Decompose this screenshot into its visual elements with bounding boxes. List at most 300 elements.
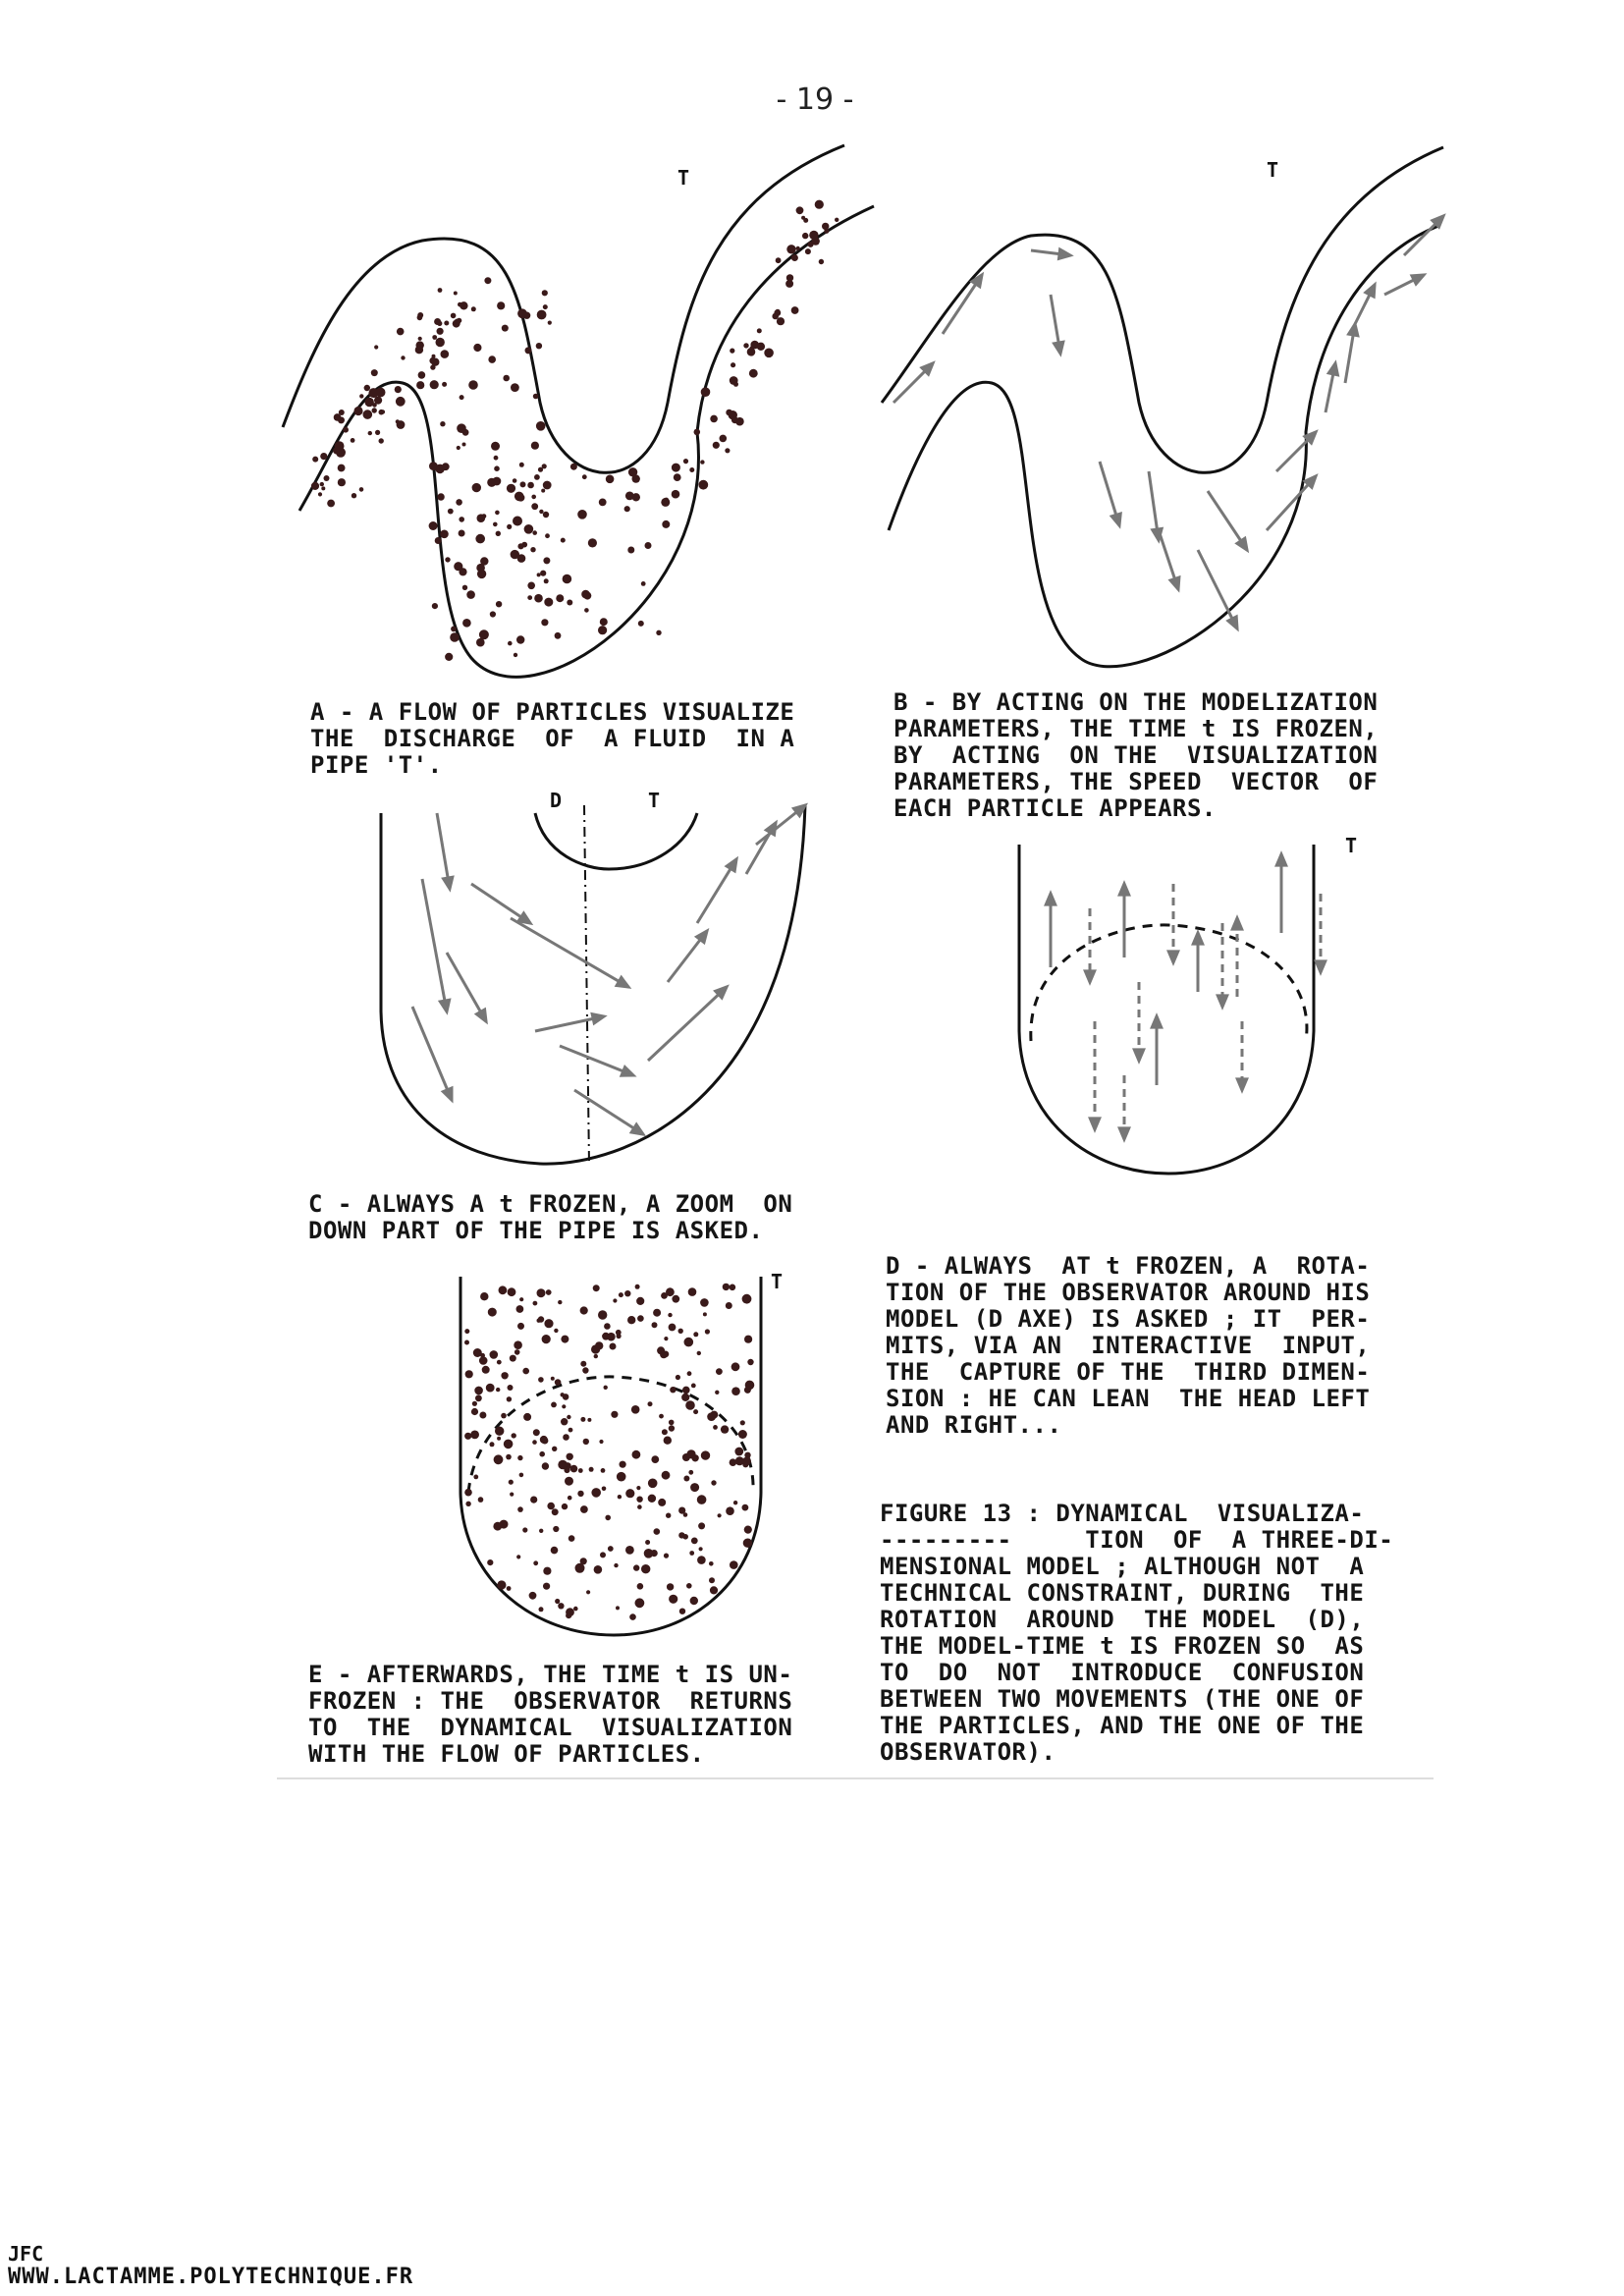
particle-dot [583,1439,589,1445]
particle-dot [397,328,405,336]
figure-c-pipe-label: T [648,789,661,812]
particle-dot [742,1294,752,1304]
particle-dot [473,1348,482,1357]
particle-dot [561,1336,568,1343]
particle-dot [607,1333,616,1341]
figure-d-pipe-label: T [1345,834,1358,857]
particle-dot [555,1379,562,1386]
particle-dot [742,1457,751,1466]
particle-dot [558,1603,564,1609]
particle-dot [442,382,447,387]
particle-dot [519,1297,523,1301]
particle-dot [542,1335,551,1343]
particle-dot [430,380,439,389]
particle-dot [656,630,661,635]
caption-e: E - AFTERWARDS, THE TIME t IS UN- FROZEN : THE OBSERVATOR RETURNS TO THE DYNAMICAL VISUALIZATION WITH THE FLOW OF PARTICLES. [308,1661,793,1768]
particle-dot [513,517,522,526]
particle-dot [396,397,406,407]
particle-dot [460,395,464,400]
particle-dot [561,1418,568,1425]
particle-dot [450,632,460,642]
particle-dot [534,474,540,480]
particle-dot [472,483,481,492]
particle-dot [653,1309,661,1317]
particle-dot [432,603,438,609]
particle-dot [544,578,549,583]
particle-dot [514,653,517,657]
particle-dot [582,1367,588,1373]
particle-dot [435,537,442,544]
particle-dot [662,1429,668,1435]
particle-dot [577,1491,583,1497]
particle-dot [637,1504,642,1509]
particle-dot [437,328,444,335]
particle-dot [495,1427,504,1436]
particle-dot [554,1329,558,1333]
particle-dot [698,1522,705,1529]
particle-dot [543,1567,551,1575]
particle-dot [487,1559,493,1565]
particle-dot [508,641,513,646]
particle-dot [705,1329,710,1334]
particle-dot [740,1420,745,1425]
particle-dot [517,543,523,549]
particle-dot [651,1550,658,1557]
particle-dot [611,1411,618,1418]
particle-dot [734,1448,743,1456]
particle-dot [401,355,405,359]
particle-dot [694,429,701,436]
particle-dot [536,343,542,349]
particle-dot [501,1372,508,1379]
particle-dot [663,1351,670,1358]
particle-dot [599,1440,603,1444]
velocity-arrowhead [592,1014,604,1023]
particle-dot [497,1360,502,1365]
particle-dot [580,1417,585,1422]
particle-dot [735,417,744,426]
particle-dot [524,524,534,534]
velocity-arrowhead [1232,918,1241,929]
velocity-arrowhead [1085,971,1094,982]
particle-dot [555,632,562,639]
particle-dot [499,1285,508,1294]
particle-dot [589,1467,594,1472]
particle-dot [473,1475,478,1480]
velocity-arrowhead [1152,1016,1161,1027]
particle-dot [464,1329,469,1334]
particle-dot [460,301,467,309]
velocity-arrow [511,918,628,987]
particle-dot [627,547,634,554]
particle-dot [703,1312,707,1316]
particle-dot [523,1413,531,1421]
particle-dot [733,382,738,387]
particle-dot [668,1313,672,1317]
particle-dot [688,1287,697,1296]
page-number: - 19 - [776,82,854,117]
particle-dot [359,394,363,398]
particle-dot [527,595,532,600]
particle-dot [606,475,615,484]
particle-dot [525,347,532,354]
particle-dot [616,1606,620,1610]
particle-dot [819,259,824,264]
particle-dot [476,564,485,573]
particle-dot [533,394,539,400]
velocity-arrowhead [1055,342,1063,354]
particle-dot [353,407,362,415]
figure-c-zoomed-pipe [363,786,854,1178]
particle-dot [397,420,406,429]
particle-dot [438,288,443,293]
particle-dot [395,386,402,393]
particle-dot [343,427,349,433]
particle-dot [563,574,572,584]
particle-dot [494,465,500,471]
particle-dot [543,481,552,490]
particle-dot [509,1480,514,1485]
particle-dot [508,1287,516,1296]
particle-dot [448,509,454,515]
particle-dot [514,1349,520,1355]
figure-e-unfrozen-pipe [447,1267,820,1660]
particle-dot [563,1394,569,1400]
particle-dot [508,1385,514,1391]
particle-dot [543,512,549,518]
particle-dot [459,568,466,575]
particle-dot [805,248,811,254]
particle-dot [542,464,547,468]
figure-d-rotated-pipe [1001,835,1375,1198]
particle-dot [710,415,718,423]
particle-dot [530,1497,537,1503]
particle-dot [620,1461,626,1468]
particle-dot [462,585,467,590]
particle-dot [464,1489,472,1497]
particle-dot [710,1586,718,1594]
particle-dot [519,463,524,467]
particle-dot [368,388,378,398]
velocity-arrowhead [1046,894,1055,904]
particle-dot [720,435,728,443]
particle-dot [725,448,730,453]
particle-dot [600,618,608,626]
particle-dot [648,1495,656,1503]
particle-dot [429,462,438,470]
particle-dot [544,598,553,607]
particle-dot [471,306,476,311]
particle-dot [517,494,525,502]
particle-dot [490,1350,499,1359]
particle-dot [318,492,322,496]
particle-dot [582,474,587,479]
particle-dot [637,1315,644,1322]
velocity-arrowhead [1237,1079,1246,1090]
velocity-arrowhead [1119,884,1128,895]
particle-dot [796,246,800,250]
particle-dot [562,1503,568,1509]
particle-dot [429,521,438,530]
particle-dot [368,431,372,435]
particle-dot [757,328,762,333]
particle-dot [685,1400,695,1410]
particle-dot [468,380,478,390]
particle-dot [482,514,487,519]
particle-dot [791,306,799,314]
particle-dot [595,1341,603,1349]
particle-dot [803,218,808,223]
particle-dot [374,345,378,349]
particle-dot [716,1368,723,1375]
particle-dot [730,1285,736,1291]
particle-dot [581,590,590,599]
particle-dot [723,1284,730,1290]
particle-dot [551,1402,557,1408]
particle-dot [584,608,589,613]
particle-dot [697,1351,701,1355]
particle-dot [548,321,552,325]
caption-d: D - ALWAYS AT t FROZEN, A ROTA- TION OF THE OBSERVATOR AROUND HIS MODEL (D AXE) IS ASKED ; IT PER- MITS, VIA AN INTERACTIVE INPUT, THE CAPTURE OF THE THIRD DIMEN- SION : HE CAN LEAN THE HEAD LEFT AND RIGHT... [886,1252,1371,1439]
particle-dot [786,245,795,253]
particle-dot [580,1361,586,1367]
particle-dot [750,341,759,350]
particle-dot [625,1489,634,1498]
particle-dot [321,486,325,490]
particle-dot [475,1394,482,1401]
velocity-arrowhead [1134,1050,1143,1061]
particle-dot [691,1384,696,1389]
particle-dot [664,1337,668,1340]
particle-dot [563,1434,569,1441]
particle-dot [457,446,460,450]
particle-dot [627,1316,635,1324]
particle-dot [464,1433,471,1440]
velocity-arrowhead [1090,1119,1099,1129]
particle-dot [641,1564,650,1573]
particle-dot [631,1405,640,1414]
particle-dot [417,312,423,318]
particle-dot [445,653,453,661]
particle-dot [672,464,680,472]
particle-dot [495,511,500,516]
particle-dot [311,482,319,490]
particle-dot [738,1430,747,1439]
particle-dot [641,581,646,586]
footer-url-link[interactable]: WWW.LACTAMME.POLYTECHNIQUE.FR [8,2265,414,2289]
velocity-arrow [1198,550,1237,629]
particle-dot [730,1560,738,1569]
particle-dot [533,1429,540,1436]
particle-dot [494,456,499,461]
particle-dot [568,1428,573,1433]
particle-dot [480,1292,488,1300]
particle-dot [513,478,517,483]
velocity-arrowhead [1218,996,1226,1007]
particle-dot [726,410,732,416]
particle-dot [686,1583,692,1589]
particle-dot [541,619,548,626]
particle-dot [496,1388,500,1392]
particle-dot [662,1471,671,1480]
particle-dot [444,321,449,326]
particle-dot [635,1285,640,1289]
particle-dot [555,1599,560,1604]
caption-c: C - ALWAYS A t FROZEN, A ZOOM ON DOWN PART OF THE PIPE IS ASKED. [308,1190,793,1244]
particle-dot [558,1300,562,1304]
velocity-arrowhead [1170,577,1179,589]
particle-dot [726,1302,732,1309]
particle-dot [493,477,502,486]
particle-dot [510,1493,514,1497]
particle-dot [516,1305,524,1313]
particle-dot [553,1526,559,1532]
particle-dot [533,1560,538,1565]
particle-dot [598,626,607,634]
particle-dot [667,1583,674,1590]
particle-dot [363,410,373,419]
particle-dot [625,492,634,501]
particle-dot [648,1479,658,1489]
particle-dot [375,430,380,435]
figure-e-pipe-label: T [771,1270,784,1293]
particle-dot [674,473,681,481]
particle-dot [666,1513,671,1518]
particle-dot [570,1465,578,1473]
particle-dot [715,1391,719,1394]
particle-dot [473,344,481,352]
footer-logo: JFC [8,2242,44,2266]
particle-dot [690,1597,698,1605]
particle-dot [372,408,377,412]
particle-dot [683,459,688,464]
caption-b: B - BY ACTING ON THE MODELIZATION PARAMETERS, THE TIME t IS FROZEN, BY ACTING ON THE VISUALIZATION PARAMETERS, THE SPEED VECTOR OF EACH PARTICLE APPEARS. [893,688,1379,822]
particle-dot [478,1497,484,1503]
velocity-arrowhead [444,877,453,889]
particle-dot [664,1554,669,1558]
particle-dot [543,557,550,564]
particle-dot [625,1546,634,1555]
particle-dot [523,312,530,319]
particle-dot [698,480,708,490]
particle-dot [731,1387,740,1395]
velocity-arrow [412,1007,452,1100]
particle-dot [530,547,535,552]
particle-dot [538,1316,544,1322]
particle-dot [624,506,630,512]
particle-dot [457,423,466,433]
particle-dot [441,350,450,358]
particle-dot [540,571,546,576]
particle-dot [352,493,356,498]
particle-dot [635,1598,645,1608]
velocity-arrowhead [622,1067,633,1076]
particle-dot [522,1368,529,1375]
particle-dot [587,1418,591,1422]
particle-dot [683,1476,689,1482]
particle-dot [517,1455,522,1460]
particle-dot [436,338,445,347]
particle-dot [733,1501,737,1504]
particle-dot [713,1425,718,1430]
particle-dot [466,590,475,599]
velocity-arrowhead [1119,1128,1128,1139]
particle-dot [465,1370,473,1378]
figure-a-pipe-label: T [677,166,690,190]
particle-dot [566,1608,574,1616]
particle-dot [517,1323,524,1330]
particle-dot [689,467,694,472]
particle-dot [744,1526,752,1534]
particle-dot [707,1412,716,1421]
particle-dot [602,1487,607,1492]
particle-dot [791,254,798,261]
particle-dot [479,1412,486,1419]
particle-dot [540,1436,548,1444]
particle-dot [520,481,526,487]
particle-dot [320,482,324,486]
particle-dot [541,489,545,493]
particle-dot [494,1454,504,1464]
particle-dot [608,1546,614,1552]
particle-dot [379,410,385,415]
particle-dot [496,531,501,536]
particle-dot [619,1292,623,1297]
velocity-arrowhead [727,859,736,871]
particle-dot [519,1473,524,1478]
particle-dot [351,438,355,443]
particle-dot [502,325,509,332]
particle-dot [730,349,734,354]
particle-dot [709,1577,715,1583]
particle-dot [577,510,587,519]
particle-dot [687,1371,692,1376]
particle-dot [537,310,547,320]
velocity-arrowhead [518,913,530,923]
particle-dot [471,1408,478,1415]
particle-dot [497,1580,506,1589]
particle-dot [474,1387,483,1395]
particle-dot [570,464,577,470]
particle-dot [786,274,793,281]
particle-dot [682,1387,690,1394]
particle-dot [418,371,426,379]
particle-dot [418,337,422,341]
particle-dot [731,362,735,367]
particle-dot [629,1613,636,1620]
particle-dot [678,1532,684,1538]
particle-dot [743,1539,752,1548]
particle-dot [633,1564,639,1570]
particle-dot [744,1336,752,1343]
particle-dot [638,621,644,627]
particle-dot [479,629,489,639]
particle-dot [338,478,346,486]
particle-dot [547,1503,555,1510]
particle-dot [327,500,335,508]
particle-dot [747,1359,753,1365]
particle-dot [379,438,384,443]
particle-dot [501,1413,507,1419]
particle-dot [320,453,327,460]
particle-dot [682,1453,690,1461]
figure-b-pipe-label: T [1267,158,1279,182]
particle-dot [434,318,441,325]
particle-dot [488,355,496,363]
particle-dot [545,533,550,538]
figure-c-axis-label: D [550,789,563,812]
particle-dot [745,1381,755,1391]
